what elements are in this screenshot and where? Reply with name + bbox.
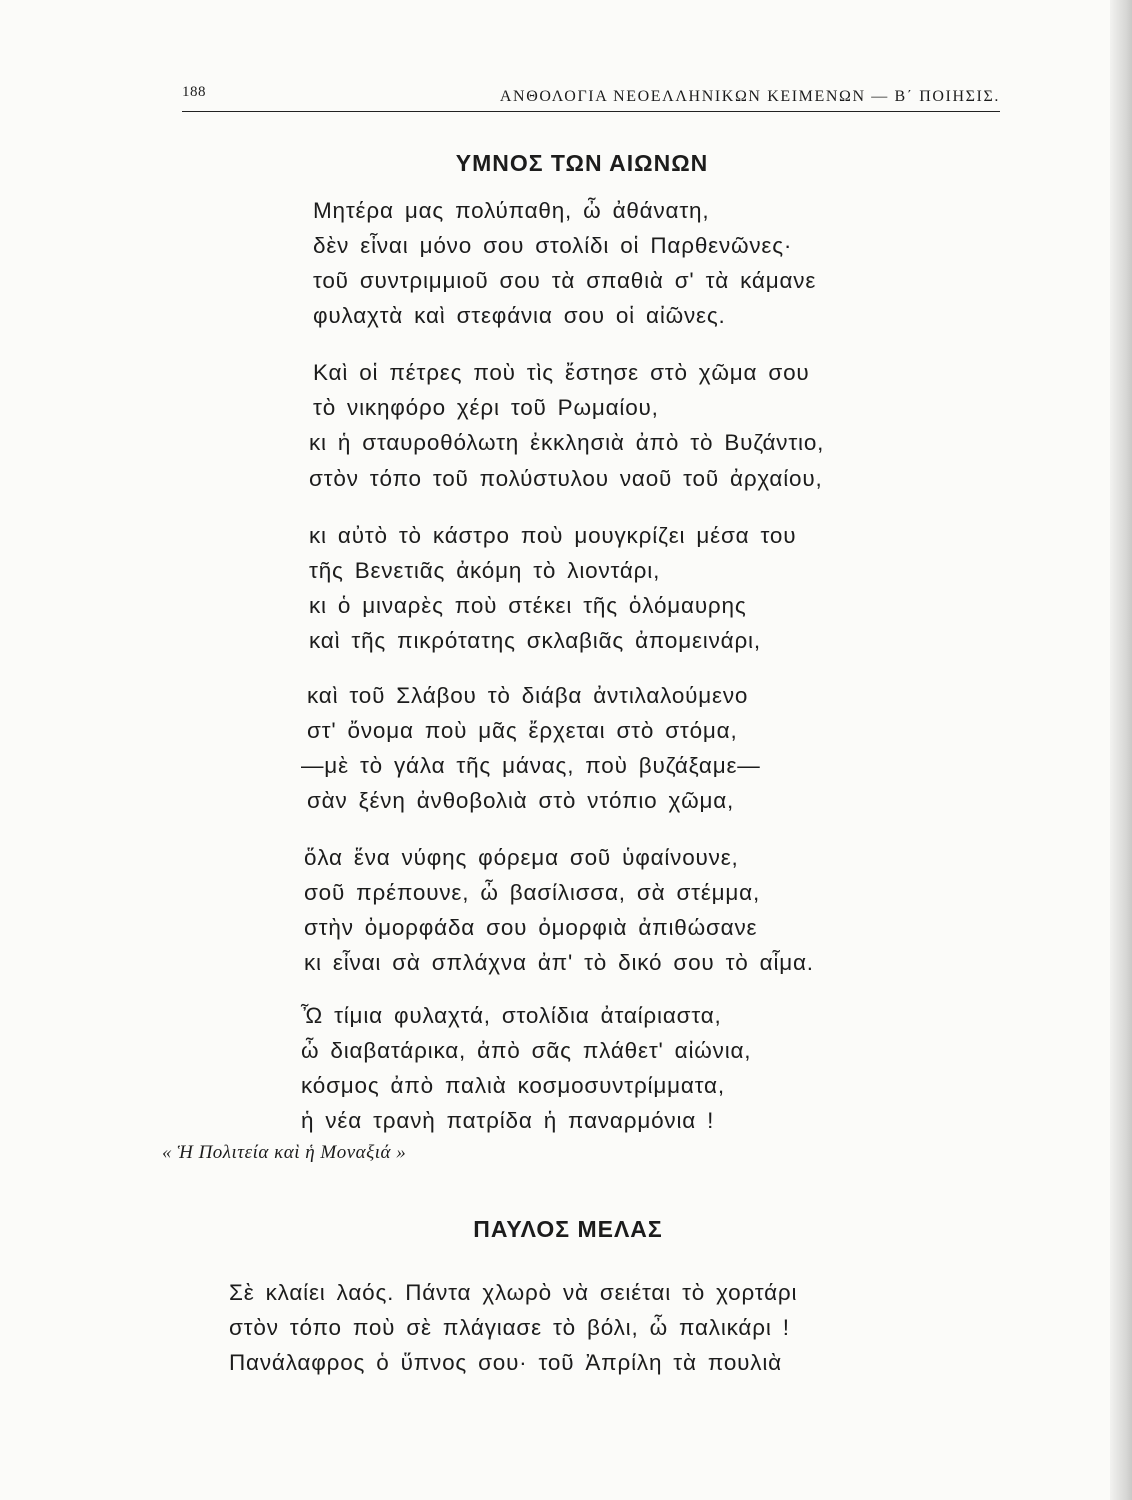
poem-line: σὰν ξένη ἀνθοβολιὰ στὸ ντόπιο χῶμα, (307, 788, 735, 813)
poem-line: κι ἡ σταυροθόλωτη ἐκκλησιὰ ἀπὸ τὸ Βυζάντιο, (309, 430, 825, 455)
poem-line: κι ὁ μιναρὲς ποὺ στέκει τῆς ὁλόμαυρης (309, 593, 747, 618)
poem-line: στὸν τόπο τοῦ πολύστυλου ναοῦ τοῦ ἀρχαίου, (309, 466, 823, 491)
poem-line: Καὶ οἱ πέτρες ποὺ τὶς ἔστησε στὸ χῶμα σου (313, 360, 810, 385)
poem-line: τοῦ συντριμμιοῦ σου τὰ σπαθιὰ σ' τὰ κάμανε (313, 268, 817, 293)
poem-line: ἡ νέα τρανὴ πατρίδα ἡ παναρμόνια ! (301, 1108, 715, 1133)
poem-line: κι εἶναι σὰ σπλάχνα ἀπ' τὸ δικό σου τὸ αἷμα. (304, 950, 814, 975)
poem-line: καὶ τοῦ Σλάβου τὸ διάβα ἀντιλαλούμενο (307, 683, 749, 708)
poem-line: στὴν ὀμορφάδα σου ὀμορφιὰ ἀπιθώσανε (304, 915, 758, 940)
poem-line: Σὲ κλαίει λαός. Πάντα χλωρὸ νὰ σειέται τὸ χορτάρι (229, 1280, 798, 1305)
poem-title: ΥΜΝΟΣ ΤΩΝ ΑΙΩΝΩΝ (455, 150, 709, 176)
poem-line: κόσμος ἀπὸ παλιὰ κοσμοσυντρίμματα, (301, 1073, 725, 1098)
poem-line: ὅλα ἕνα νύφης φόρεμα σοῦ ὑφαίνουνε, (304, 845, 739, 870)
poem-line: Ὦ τίμια φυλαχτά, στολίδια ἀταίριαστα, (301, 1003, 722, 1028)
running-title: ΑΝΘΟΛΟΓΙΑ ΝΕΟΕΛΛΗΝΙΚΩΝ ΚΕΙΜΕΝΩΝ — Β΄ ΠΟΙΗΣΙΣ. (499, 88, 1000, 105)
page-edge-shadow (1110, 0, 1132, 1500)
poem-line: Πανάλαφρος ὁ ὕπνος σου· τοῦ Ἀπρίλη τὰ πουλιὰ (229, 1350, 782, 1375)
running-header (182, 84, 1000, 110)
page-number: 188 (182, 84, 206, 100)
poem-line: κι αὐτὸ τὸ κάστρο ποὺ μουγκρίζει μέσα του (309, 523, 797, 548)
poem-title: ΠΑΥΛΟΣ ΜΕΛΑΣ (473, 1216, 663, 1242)
poem-line: στὸν τόπο ποὺ σὲ πλάγιασε τὸ βόλι, ὦ παλικάρι ! (229, 1315, 790, 1340)
poem-line: τὸ νικηφόρο χέρι τοῦ Ρωμαίου, (313, 395, 659, 420)
poem-line: δὲν εἶναι μόνο σου στολίδι οἱ Παρθενῶνες· (313, 233, 793, 258)
poem-line: τῆς Βενετιᾶς ἀκόμη τὸ λιοντάρι, (309, 558, 661, 583)
poem-line: Μητέρα μας πολύπαθη, ὦ ἀθάνατη, (313, 198, 710, 223)
header-rule (182, 111, 1000, 112)
poem-line: στ' ὄνομα ποὺ μᾶς ἔρχεται στὸ στόμα, (307, 718, 738, 743)
poem-source: « Ἡ Πολιτεία καὶ ἡ Μοναξιά » (162, 1142, 407, 1163)
poem-line: —μὲ τὸ γάλα τῆς μάνας, ποὺ βυζάξαμε— (301, 753, 761, 778)
poem-line: φυλαχτὰ καὶ στεφάνια σου οἱ αἰῶνες. (313, 303, 726, 328)
poem-line: σοῦ πρέπουνε, ὦ βασίλισσα, σὰ στέμμα, (304, 880, 761, 905)
poem-line: καὶ τῆς πικρότατης σκλαβιᾶς ἀπομεινάρι, (309, 628, 761, 653)
poem-line: ὦ διαβατάρικα, ἀπὸ σᾶς πλάθετ' αἰώνια, (301, 1038, 752, 1063)
